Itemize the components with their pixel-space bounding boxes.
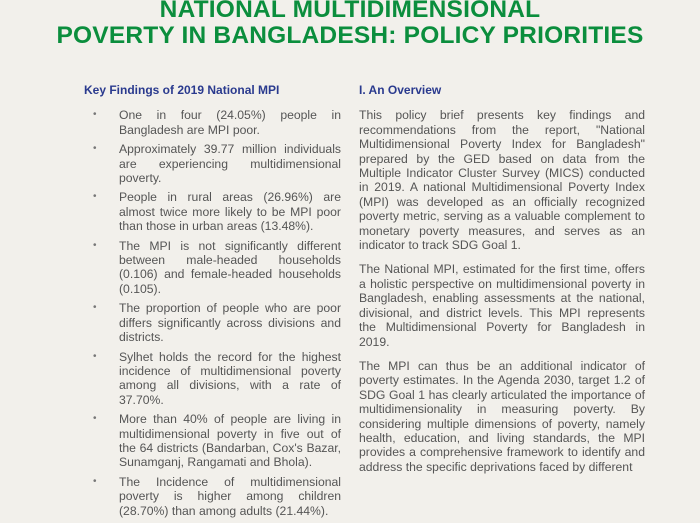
overview-heading: I. An Overview bbox=[359, 83, 442, 97]
key-findings-column bbox=[84, 83, 341, 523]
list-item: • More than 40% of people are living in multidimensional poverty in five out of the 64 districts (Bandarban, Cox's Bazar, Sunamganj, Rangamati and Bhola). bbox=[84, 412, 341, 470]
key-findings-heading: Key Findings of 2019 National MPI bbox=[84, 83, 280, 97]
overview-paragraph: The National MPI, estimated for the first time, offers a holistic perspective on multidimensional poverty in Bangladesh, enabling assessments at the national, divisional, and district levels. This MPI represents the Multidimensional Poverty for Bangladesh in 2019. bbox=[359, 262, 645, 349]
list-item: • Sylhet holds the record for the highest incidence of multidimensional poverty among all divisions, with a rate of 37.70%. bbox=[84, 350, 341, 408]
list-item: • The MPI is not significantly different between male-headed households (0.106) and female-headed households (0.105). bbox=[84, 239, 341, 297]
list-item: • The Incidence of multidimensional poverty is higher among children (28.70%) than among adults (21.44%). bbox=[84, 475, 341, 518]
title-line-2: POVERTY IN BANGLADESH: POLICY PRIORITIES bbox=[56, 22, 644, 49]
list-item: • People in rural areas (26.96%) are almost twice more likely to be MPI poor than those in urban areas (13.48%). bbox=[84, 190, 341, 233]
overview-column bbox=[359, 83, 645, 484]
overview-paragraph: This policy brief presents key findings and recommendations from the report, "National Multidimensional Poverty Index for Bangladesh" prepared by the GED based on data from the Multiple Indicator Cluster Survey (MICS) conducted in 2019. A national Multidimensional Poverty Index (MPI) was developed as an officially recognized poverty metric, serving as a valuable complement to monetary poverty measures, and serves as an indicator to track SDG Goal 1. bbox=[359, 108, 645, 253]
overview-paragraph: The MPI can thus be an additional indicator of poverty estimates. In the Agenda 2030, target 1.2 of SDG Goal 1 has clearly articulated the importance of multidimensionality in measuring poverty. By considering multiple dimensions of poverty, namely health, education, and living standards, the MPI provides a comprehensive framework to identify and address the specific deprivations faced by different bbox=[359, 358, 645, 474]
key-findings-list bbox=[84, 108, 341, 518]
list-item: • Approximately 39.77 million individuals are experiencing multidimensional poverty. bbox=[84, 142, 341, 185]
page-title bbox=[0, 0, 700, 49]
list-item: • One in four (24.05%) people in Bangladesh are MPI poor. bbox=[84, 108, 341, 137]
title-line-1: NATIONAL MULTIDIMENSIONAL bbox=[159, 0, 541, 23]
list-item: • The proportion of people who are poor differs significantly across divisions and districts. bbox=[84, 301, 341, 344]
